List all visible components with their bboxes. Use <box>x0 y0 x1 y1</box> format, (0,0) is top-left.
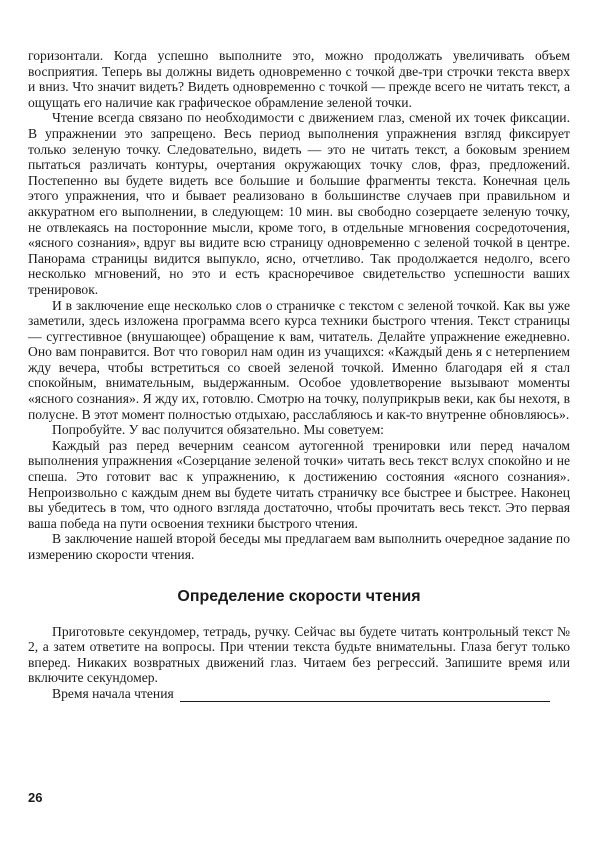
page-number: 26 <box>28 790 43 805</box>
section-heading: Определение скорости чтения <box>177 587 421 605</box>
start-time-blank-line <box>180 689 550 702</box>
page-content <box>28 48 570 702</box>
paragraph-2: Чтение всегда связано по необходимости с движением глаз, сменой их точек фиксации. В упражнении это запрещено. Весь период выполнения упражнения взгляд фиксирует только зеленую точку. Следовательно, видеть — это не читать текст, а боковым зрением пытаться различать контуры, очертания окружающих точку слов, фраз, предложений. Постепенно вы будете видеть все большие и большие фрагменты текста. Конечная цель этого упражнения, что и бывает реализовано в большинстве случаев при правильном и аккуратном его выполнении, в следующем: 10 мин. вы свободно созерцаете зеленую точку, не отвлекаясь на посторонние мысли, кроме того, в отдельные мгновения сосредоточения, «ясного сознания», вдруг вы видите всю страницу одновременно с зеленой точкой в центре. Панорама страницы видится выпукло, ясно, отчетливо. Так продолжается недолго, всего несколько мгновений, но это и есть красноречивое свидетельство успешности ваших тренировок. <box>28 110 570 297</box>
paragraph-1: горизонтали. Когда успешно выполните это, можно продолжать увеличивать объем восприятия. Теперь вы должны видеть одновременно с точкой две-три строчки текста вверх и вниз. Что значит видеть? Видеть одновременно с точкой — прежде всего не читать текст, а ощущать его наличие как графическое обрамление зеленой точки. <box>28 48 570 110</box>
start-time-label: Время начала чтения <box>52 685 174 701</box>
paragraph-6: В заключение нашей второй беседы мы предлагаем вам выполнить очередное задание по измерению скорости чтения. <box>28 531 570 562</box>
section-paragraph: Приготовьте секундомер, тетрадь, ручку. Сейчас вы будете читать контрольный текст № 2, а затем ответите на вопросы. При чтении текста будьте внимательны. Глаза бегут только вперед. Никаких возвратных движений глаз. Читаем без регрессий. Запишите время или включите секундомер. <box>28 623 570 686</box>
paragraph-5: Каждый раз перед вечерним сеансом аутогенной тренировки или перед началом выполнения упражнения «Созерцание зеленой точки» читать весь текст вслух спокойно и не спеша. Это готовит вас к упражнению, к достижению состояния «ясного сознания». Непроизвольно с каждым днем вы будете читать страничку все быстрее и быстрее. Наконец вы убедитесь в том, что одного взгляда достаточно, чтобы прочитать весь текст. Это первая ваша победа на пути освоения техники быстрого чтения. <box>28 437 570 531</box>
start-time-field <box>28 686 570 702</box>
paragraph-4: Попробуйте. У вас получится обязательно. Мы советуем: <box>52 422 384 438</box>
paragraph-3: И в заключение еще несколько слов о страничке с текстом с зеленой точкой. Как вы уже заметили, здесь изложена программа всего курса техники быстрого чтения. Текст страницы — суггестивное (внушающее) обращение к вам, читатель. Делайте упражнение ежедневно. Оно вам понравится. Вот что говорил нам один из учащихся: «Каждый день я с нетерпением жду вечера, чтобы встретиться со своей зеленой точкой. Именно благодаря ей я стал спокойным, внимательным, выдержанным. Особое удовлетворение вызывают моменты «ясного сознания». Я жду их, готовлю. Смотрю на точку, полуприкрыв веки, как бы нехотя, в полусне. В этот момент полностью отдыхаю, расслабляюсь и как-то внутренне обновляюсь». <box>28 297 570 422</box>
